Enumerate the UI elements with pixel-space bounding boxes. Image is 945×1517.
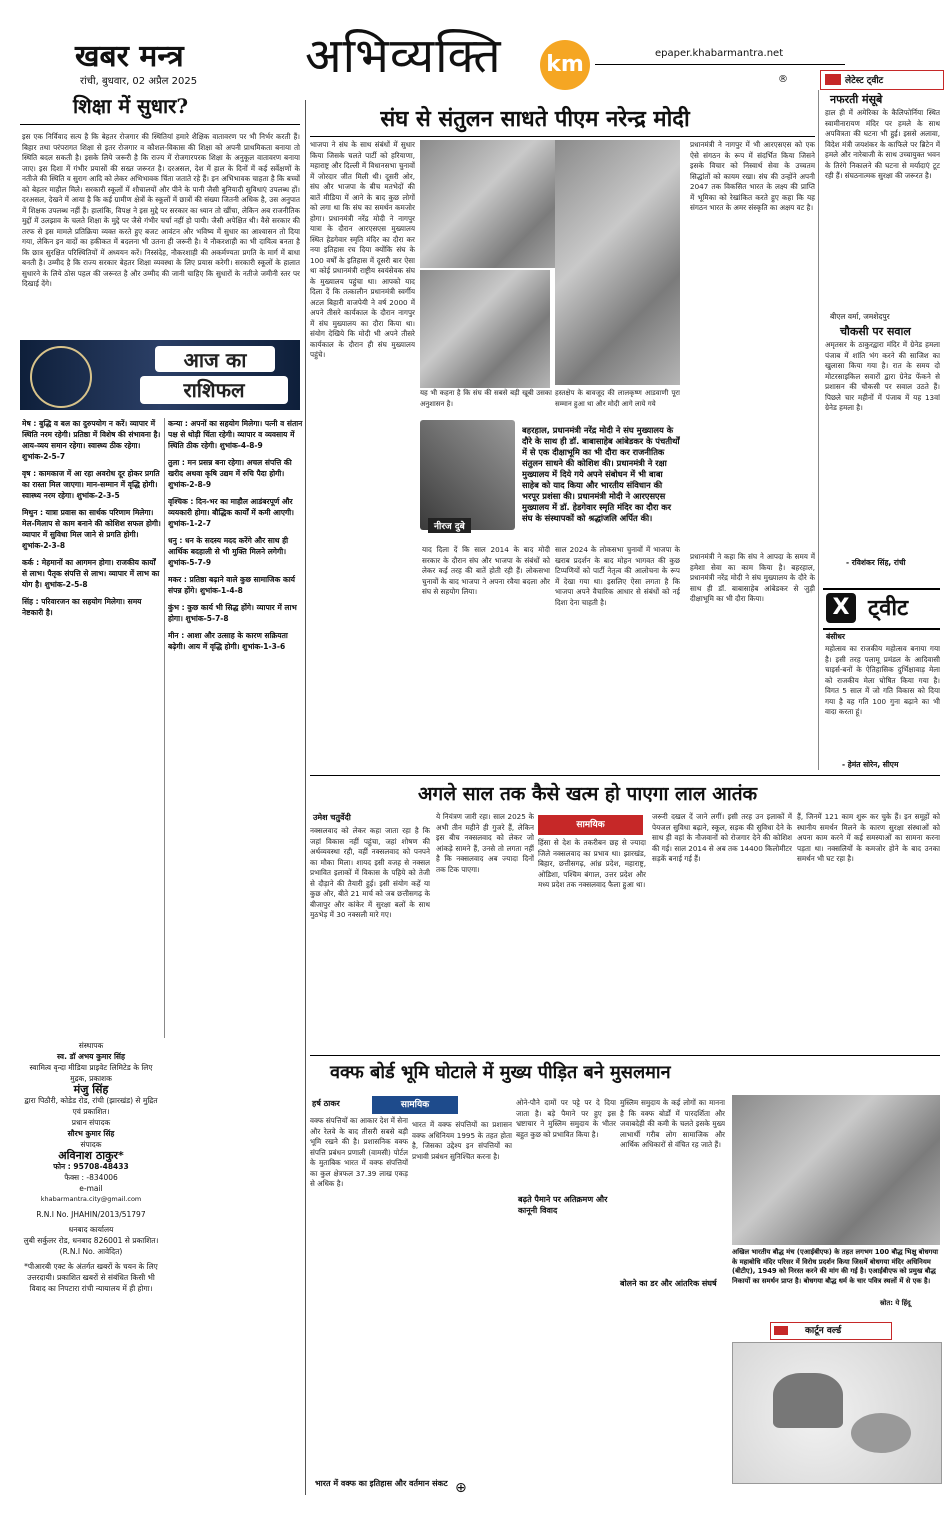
horoscope-sign: धनु : (168, 536, 185, 545)
waqf-tag: सामयिक (372, 1096, 458, 1114)
waqf-kicker: हर्ष ठाकर (312, 1099, 340, 1108)
horoscope-text: मेहमानों का आगमन होगा। राजकीय कार्यों से लाभ। पैतृक संपत्ति से लाभ। व्यापार में लाभ का योग है। (22, 558, 160, 589)
lead-photo-center (420, 270, 550, 388)
imprint-editor-label: प्रधान संपादक (71, 1118, 111, 1127)
cartoon-illustration (732, 1342, 942, 1484)
horoscope-entry (168, 535, 303, 568)
tweet-box-author: बंसीधर (826, 632, 845, 641)
imprint-email-label: e-mail (79, 1184, 103, 1193)
horoscope-lucky-number: शुभांक-2-8-9 (168, 480, 212, 489)
latest-tweet-label: लेटेस्ट ट्वीट (820, 70, 944, 90)
dateline: रांची, बुधवार, 02 अप्रैल 2025 (80, 76, 198, 87)
horoscope-entry (168, 496, 303, 529)
lead-col-3: प्रधानमंत्री ने नागपुर में भी आरएसएस को एक ऐसे संगठन के रूप में संदर्भित किया जिसने इसके विचार को निस्वार्थ सेवा के उच्चतम सिद्धांतों को कायम रखा। संघ की उन्होंने अपनी 2047 तक विकसित भारत के लक्ष्य की प्राप्ति में भूमिका को रेखांकित करते हुए कहा कि यह संगठन भारत के अमर संस्कृति का अक्षय वट है। (690, 140, 815, 212)
imprint-fax: फैक्स : -834006 (64, 1173, 118, 1182)
horoscope-sign: सिंह : (22, 597, 42, 606)
horoscope-entry (168, 602, 303, 624)
horoscope-lucky-number: शुभांक-1-2-7 (168, 519, 212, 528)
lead-pull-quote: बहरहाल, प्रधानमंत्री नरेंद्र मोदी ने संघ मुख्यालय के दौरे के साथ ही डॉ. बाबासाहेब आंबेडकर के पंचतीर्थों में से एक दीक्षाभूमि का भी दौरा कर राजनीतिक संतुलन साधने की कोशिश की। प्रधानमंत्री ने रक्षा मुख्यालय में दिये गये अपने संबोधन में भी बाबा साहेब को याद किया और भारतीय संविधान की भरपूर प्रशंसा की। प्रधानमंत्री मोदी ने आरएसएस मुख्यालय में डॉ. हेडगेवार स्मृति मंदिर का दौरा कर संघ के संस्थापकों को श्रद्धांजलि अर्पित की। (522, 425, 680, 523)
waqf-photo (732, 1095, 940, 1245)
tweet-signature: बीएल वर्मा, जमशेदपुर (830, 312, 890, 321)
imprint-publisher-label: मुद्रक, प्रकाशक (70, 1074, 112, 1083)
tweet-title: नफरती मंसूबे (830, 93, 883, 106)
tweet-box-header: X ट्वीट (823, 588, 940, 630)
horoscope-lucky-number: शुभांक-2-5-7 (22, 452, 66, 461)
naxal-col-4: जरूरी दखल दें जाने लगीं। इसी तरह उन इलाकों में पेयजल सुविधा बढ़ाने, स्कूल, सड़क की सुविधा देने के साथ ही वहां के नौजवानों को रोजगार देने की कोशिश की गई। साल 2014 से अब तक 14400 किलोमीटर सड़कें बनाई गई हैं। (652, 812, 792, 863)
tweet-body: हाल ही में अमेरिका के कैलिफोर्निया स्थित स्वामीनारायण मंदिर पर हमले के साथ अपवित्रता की घटना भी हुई। इससे अलावा, विदेश मंत्री जयशंकर के काफिले पर ब्रिटेन में हमले और नारेबाजी के साथ उच्चायुक्त भवन के तिरंगे निकालने की घटना से मर्यादाएं टूट रही हैं। संघठनात्मक सुरक्षा की जरूरत है। (825, 108, 940, 180)
mail-icon (774, 1326, 788, 1335)
horoscope-lucky-number: शुभांक-5-7-9 (168, 558, 212, 567)
horoscope-sign: तुला : (168, 458, 188, 467)
horoscope-sign: कर्क : (22, 558, 42, 567)
imprint (22, 1040, 160, 1490)
horoscope-entry (22, 468, 162, 501)
imprint-editor2: अविनाश ठाकुर* (58, 1149, 124, 1162)
fountain-pen-icon (420, 420, 515, 530)
lead-photo-right (555, 140, 680, 385)
zodiac-wheel-icon (30, 346, 92, 408)
horoscope-lucky-number: शुभांक-2-5-8 (44, 580, 88, 589)
horoscope-entry (22, 596, 162, 618)
lead-col-4: याद दिला दें कि साल 2014 के बाद मोदी सरकार के दौरान संघ और भाजपा के संबंधों को लेकर कई तरह की बातें होती रही हैं। लोकसभा चुनावों के बाद भाजपा ने अपना रवैया बदला और संघ से सहयोग लिया। (422, 545, 550, 596)
naxal-headline: अगले साल तक कैसे खत्म हो पाएगा लाल आतंक (418, 783, 758, 805)
lead-col-1: भाजपा ने संघ के साथ संबंधों में सुधार किया जिसके चलते पार्टी को हरियाणा, महाराष्ट्र और दिल्ली में विधानसभा चुनावों में जोरदार जीत मिली थी। दूसरी ओर, संघ और भाजपा के बीच मतभेदों की बातें मीडिया में आने के बाद कुछ लोगों को लगा था कि संघ का समर्थन कमजोर होगा। प्रधानमंत्री नरेंद्र मोदी ने नागपुर यात्रा के दौरान आरएसएस मुख्यालय स्थित हेडगेवार स्मृति मंदिर का दौरा कर नया इतिहास रच दिया क्योंकि संघ के 100 वर्षों के इतिहास में दूसरी बार ऐसा था कोई प्रधानमंत्री राष्ट्रीय स्वयंसेवक संघ के मुख्यालय पहुंचा था। आपको याद दिला दें कि तत्कालीन प्रधानमंत्री स्वर्गीय अटल बिहारी वाजपेयी ने वर्ष 2000 में अपने तीसरे कार्यकाल के दौरान नागपुर में संघ मुख्यालय का दौरा किया था। संयोग देखिये कि मोदी भी अपने तीसरे कार्यकाल के दौरान ही संघ मुख्यालय पहुंचे। (310, 140, 415, 359)
horoscope-entry (168, 574, 303, 596)
tweet-sub-title: चौकसी पर सवाल (840, 325, 911, 338)
naxal-author: उमेश चतुर्वेदी (313, 813, 351, 822)
horoscope-text: परिवारजन का सहयोग मिलेगा। समय नेष्टकारी है। (22, 597, 142, 617)
imprint-founder: स्व. डॉ अभय कुमार सिंह (57, 1052, 125, 1061)
horoscope-banner (20, 340, 300, 410)
horoscope-entry (22, 557, 162, 590)
horoscope-lucky-number: शुभांक-2-3-8 (22, 541, 66, 550)
imprint-editor: सौरभ कुमार सिंह (67, 1129, 115, 1138)
mail-icon (825, 74, 841, 85)
horoscope-text: अपनों का सहयोग मिलेगा। पत्नी व संतान पक्ष से थोड़ी चिंता रहेगी। व्यापार व व्यवसाय में स्थिति ठीक रहेगी। (168, 419, 303, 450)
epaper-url[interactable]: epaper.khabarmantra.net (655, 48, 784, 59)
waqf-headline: वक्फ बोर्ड भूमि घोटाले में मुख्य पीड़ित बने मुसलमान (330, 1062, 671, 1083)
imprint-dhanbad: धनबाद कार्यालय (68, 1225, 114, 1234)
lead-col-6: प्रधानमंत्री ने कहा कि संघ ने आपदा के समय में हमेशा सेवा का काम किया है। बहरहाल, प्रधानमंत्री नरेंद्र मोदी ने संघ मुख्यालय के दौरे के साथ ही डॉ. बाबासाहेब आंबेडकर से जुड़ी दीक्षाभूमि का भी दौरा किया। (690, 552, 815, 603)
waqf-photo-credit: स्रोत: ये हिंदू (880, 1299, 911, 1307)
horoscope-text: बुद्धि व बल का दुरुपयोग न करें। व्यापार में स्थिति नरम रहेगी। प्रतिष्ठा में विशेष की संभावना है। आय-व्यय समान रहेगा। स्वास्थ्य ठीक रहेगा। (22, 419, 161, 450)
horoscope-entry (168, 457, 303, 490)
horoscope-entry (22, 507, 162, 551)
waqf-col-2: भारत में वक्फ संपत्तियों का प्रशासन वक्फ अधिनियम 1995 के तहत होता है, जिसका उद्देश्य इन संपत्तियों का प्रभावी प्रबंधन सुनिश्चित करना है। (412, 1120, 512, 1161)
imprint-rni2: (R.N.I No. आवेदित) (59, 1247, 123, 1256)
waqf-col-3: ओने-पौने दामों पर पट्टे पर दे दिया जाता है। बड़े पैमाने पर हुए इस भ्रष्टाचार ने मुस्लिम समुदाय के भीतर बहुत कुछ को प्रभावित किया है। (516, 1098, 616, 1139)
imprint-intro: संस्थापक (78, 1041, 104, 1050)
horoscope-lucky-number: शुभांक-1-3-6 (242, 642, 286, 651)
horoscope-sign: मिथुन : (22, 508, 46, 517)
imprint-address: द्वारा पिठौरी, कोडेड रोड, रांची (झारखंड) से मुद्रित एवं प्रकाशित। (24, 1096, 158, 1116)
horoscope-text: यात्रा प्रवास का सार्थक परिणाम मिलेगा। मेल-मिलाप से काम बनाने की कोशिश सफल होगी। व्यापार में सुविधा मिल जाने से प्रगति होगी। (22, 508, 161, 539)
waqf-sub-2: बढ़ते पैमाने पर अतिक्रमण और कानूनी विवाद (518, 1194, 618, 1216)
x-logo-icon: X (826, 593, 856, 623)
horoscope-entry (168, 630, 303, 652)
horoscope-text: धन के सदस्य मदद करेंगे और साथ ही आर्थिक बदहाली से भी मुक्ति मिलने लगेगी। (168, 536, 289, 556)
naxal-col-1: नक्सलवाद को लेकर कहा जाता रहा है कि जहां विकास नहीं पहुंचा, जहां शोषण की अर्थव्यवस्था रही, वहीं नक्सलवाद को पनपने का मौका मिला। शायद इसी वजह से नक्सल प्रभावित इलाकों में विकास के पहिये को तेजी से दौड़ाने की तैयारी हुई। इसी संयोग कहें या कुछ और, बीते 21 मार्च को जब छत्तीसगढ़ के बीजापुर और कांकेर में सुरक्षा बलों के साथ मुठभेड़ में 30 नक्सली मारे गए। (310, 826, 430, 919)
horoscope-text: मन प्रसन्न बना रहेगा। अचल संपत्ति की खरीद अथवा कृषि उद्यम में रुचि पैदा होगी। (168, 458, 292, 478)
imprint-editor2-label: संपादक (80, 1140, 102, 1149)
horoscope-sign: कुंभ : (168, 603, 188, 612)
horoscope-sign: मकर : (168, 575, 190, 584)
horoscope-text: दिन-भर का माहौल आडंबरपूर्ण और व्ययकारी होगा। बौद्धिक कार्यों में कमी आएगी। (168, 497, 294, 517)
tweet-box-signature: - हेमंत सोरेन, सीएम (842, 760, 899, 769)
imprint-rni: R.N.I No. JHAHIN/2013/51797 (36, 1210, 146, 1219)
imprint-publisher: मंजु सिंह (73, 1083, 109, 1096)
horoscope-text: प्रतिष्ठा बढ़ाने वाले कुछ सामाजिक कार्य संपन्न होंगे। (168, 575, 296, 595)
cartoon-label: कार्टून वर्ल्ड (770, 1322, 892, 1340)
horoscope-sign: वृष : (22, 469, 39, 478)
page-bottom-ornament: ⊕ (455, 1480, 467, 1496)
horoscope-text: कुछ कार्य भी सिद्ध होंगे। व्यापार में लाभ होगा। (168, 603, 297, 623)
editorial-body: इस एक निर्विवाद सत्य है कि बेहतर रोजगार की स्थितियां हमारे शैक्षिक वातावरण पर भी निर्भर करती हैं। बिहार तथा परंपरागत शिक्षा से इतर रोजगार व कौशल-विकास की शिक्षा को अपनी प्राथमिकता बनाया तो स्थिति बदल सकती है। इसके लिये जरूरी है कि राज्य में रोजगारपरक शिक्षा के अनुकूल वातावरण बनाया जाए। इस दिशा में गंभीर प्रयासों की सख्त जरूरत है। दरअसल, देश में हाल के दिनों में कई सर्वेक्षणों के नतीजे की स्थिति व सुराग आदि को लेकर अभिभावक चिंता जताते रहे हैं। इन अभिभावक चाहता है कि बच्चों को बेहतर माहौल मिले। सरकारी स्कूलों में शौचालयों और पीने के पानी जैसी बुनियादी सुविधाएं उपलब्ध हों। दरअसल, देखने में आया है कि कई ग्रामीण क्षेत्रों के स्कूलों में छात्रों की संख्या जितनी अधिक है, उस अनुपात में शिक्षक उपलब्ध नहीं हैं। हालांकि, विपक्ष ने इस मुद्दे पर सरकार का ध्यान तो खींचा, लेकिन अब राजनीतिक मुद्दों में उलझाव के चलते शिक्षा के मुद्दे पर जैसे गंभीर चर्चा नहीं हो पायी। जैसी अपेक्षित थी। वैसे सरकार की तरफ से इस मामले प्रतिक्रिया व्यक्त करते हुए बजट आवंटन और भविष्य में सुधार का आश्वासन तो दिया गया, लेकिन इन वादों का हकीकत में बदलना भी उतना ही जरूरी है। ये नौकरशाही का भी दायित्व बनता है कि छात्र सुरक्षित परिस्थितियों में अध्ययन करें। निस्संदेह, नौकरशाही की अकर्मण्यता प्रगति के मार्ग में बाधा बनती है। उम्मीद है कि राज्य सरकार बेहतर शिक्षा व्यवस्था के लिए प्रयास करेगी। सरकारी स्कूलों के हालात सुधारने के लिये ठोस पहल की जरूरत है और उम्मीद की जानी चाहिए कि सुधारों के नतीजे जमीनी स्तर पर दिखाई देंगे। (22, 132, 300, 288)
horoscope-title-2: राशिफल (140, 376, 288, 404)
lead-author: नीरज दुबे (428, 518, 471, 533)
horoscope-title-1: आज का (155, 346, 275, 372)
imprint-owner: स्वामित्व वृन्दा मीडिया प्राइवेट लिमिटेड के लिए (29, 1063, 153, 1072)
horoscope-col-2 (168, 418, 303, 1038)
horoscope-entry (168, 418, 303, 451)
lead-headline: संघ से संतुलन साधते पीएम नरेन्द्र मोदी (380, 106, 690, 132)
imprint-email[interactable]: khabarmantra.city@gmail.com (40, 1195, 142, 1203)
horoscope-lucky-number: शुभांक-5-7-8 (185, 614, 229, 623)
lead-photo-caption-right: हस्तक्षेप के बावजूद की लालकृष्ण आडवाणी पूरा सम्मान हुआ था और मोदी आगे लाये गये (555, 389, 680, 408)
horoscope-text: आशा और उत्साह के कारण सक्रियता बढ़ेगी। आय में वृद्धि होगी। (168, 631, 288, 651)
waqf-col-1: वक्फ संपत्तियों का आकार देश में सेना और रेलवे के बाद तीसरी सबसे बड़ी भूमि रखने की है। प्रशासनिक वक्फ संपत्ति प्रबंधन प्रणाली (वामसी) पोर्टल के मुताबिक भारत में वक्फ संपत्तियों का कुल क्षेत्रफल 37.39 लाख एकड़ से अधिक है। (310, 1116, 408, 1188)
horoscope-col-1 (22, 418, 162, 718)
lead-photo-caption-left: यह भी कहना है कि संघ की सबसे बड़ी खूबी उसका अनुशासन है। (420, 389, 552, 408)
naxal-col-5: हैं, जिनमें 121 काम शुरू कर चुके हैं। इन समूहों को स्थानीय समर्थन मिलने के कारण सुरक्षा संस्थाओं को अपना काम करने में कई समस्याओं का सामना करना पड़ता था। नक्सलियों के कमजोर होने के बाद उनका समर्थन भी घट रहा है। (797, 812, 940, 863)
horoscope-sign: कन्या : (168, 419, 191, 428)
imprint-disclaimer: *पीआरबी एक्ट के अंतर्गत खबरों के चयन के लिए उत्तरदायी। प्रकाशित खबरों से संबंधित किसी भी विवाद का निपटारा रांची न्यायालय में ही होगा। (24, 1262, 158, 1293)
paper-logo: खबर मन्त्र (75, 39, 184, 74)
horoscope-text: कामकाज में आ रहा अवरोध दूर होकर प्रगति का रास्ता मिल जाएगा। मान-सम्मान में वृद्धि होगी। स्वास्थ्य नरम रहेगा। (22, 469, 160, 500)
waqf-col-4: मुस्लिम समुदाय के कई लोगों का मानना है कि वक्फ बोर्डों में पारदर्शिता और जवाबदेही की कमी के चलते इसके मुख्य लाभार्थी गरीब लोग सामाजिक और आर्थिक अधिकारों से वंचित रह जाते हैं। (620, 1098, 725, 1149)
waqf-photo-caption: अखिल भारतीय बौद्ध मंच (एआईबीएफ) के तहत लगभग 100 बौद्ध भिक्षु बोधगया के महाबोधि मंदिर परिसर में विरोध प्रदर्शन किया जिसमें बोधगया मंदिर अधिनियम (बीटीए), 1949 को निरस्त करने की मांग की गई है। एआईबीएफ को प्रमुख बौद्ध निकायों का समर्थन प्राप्त है। बोधगया बौद्ध धर्म के चार पवित्र स्थलों में से एक है। (732, 1248, 939, 1285)
imprint-dhanbad-address: लुबी सर्कुलर रोड, धनबाद 826001 से प्रकाशित। (23, 1236, 159, 1245)
tweet-sub-signature: - रविशंकर सिंह, रांची (846, 558, 906, 567)
horoscope-sign: मेष : (22, 419, 40, 428)
horoscope-lucky-number: शुभांक-1-4-8 (199, 586, 243, 595)
naxal-col-2: ये नियंत्रण जारी रहा। साल 2025 के अभी तीन महीने ही गुजरे हैं, लेकिन इस बीच नक्सलवाद को लेकर जो आंकड़े सामने हैं, उनसे तो लगता नहीं है कि नक्सलवाद अब ज्यादा दिनों तक टिक पाएगा। (436, 812, 534, 874)
editorial-title: शिक्षा में सुधार? (73, 94, 189, 118)
km-logo: km (540, 40, 590, 90)
tweet-sub-body: अमृतसर के ठाकुरद्वारा मंदिर में ग्रेनेड हमला पंजाब में शांति भंग करने की साजिश का खुलासा किया गया है। रात के समय दो मोटरसाइकिल सवारों द्वारा ग्रेनेड फेंकने से प्रशासन की चौकसी पर सवाल उठते हैं। पिछले चार महीनों में पंजाब में यह 13वां ग्रेनेड हमला है। (825, 340, 940, 412)
section-title: अभिव्यक्ति (305, 28, 502, 84)
registration-mark-icon: ® (778, 74, 788, 85)
lead-col-5: साल 2024 के लोकसभा चुनावों में भाजपा के खराब प्रदर्शन के बाद मोहन भागवत की कुछ टिप्पणियों को पार्टी नेतृत्व की आलोचना के रूप में देखा गया था। इसलिए ऐसा लगता है कि भाजपा अपने वैचारिक आधार से संबंधों को नई दिशा देना चाहती है। (555, 545, 680, 607)
imprint-phone: फोन : 95708-48433 (53, 1162, 129, 1171)
horoscope-sign: वृश्चिक : (168, 497, 197, 506)
horoscope-sign: मीन : (168, 631, 187, 640)
tweet-box-body: महोत्सव का राजकीय महोत्सव बनाया गया है। इसी तरह पलामू प्रमंडल के आदिवासी चाइर्स-बनों के ऐतिहासिक दुर्भिक्षावाड़ मेला को राजकीय मेला घोषित किया गया है। विगत 5 साल में जो गति विकास को दिया गया है वह गति 100 गुना बढ़ाने का भी वादा करता हूं। (825, 644, 940, 716)
waqf-sub-1: भारत में वक्फ का इतिहास और वर्तमान संकट (315, 1478, 448, 1488)
horoscope-lucky-number: शुभांक-4-8-9 (219, 441, 263, 450)
naxal-tag: सामयिक (538, 815, 643, 835)
naxal-col-3: हिंसा से देश के तकरीबन छह से ज्यादा जिले नक्सलवाद का प्रभाव था। झारखंड, बिहार, छत्तीसगढ़, आंध्र प्रदेश, महाराष्ट्र, ओडिशा, पश्चिम बंगाल, उत्तर प्रदेश और मध्य प्रदेश तक नक्सलवाद फैला हुआ था। (538, 838, 646, 889)
waqf-sub-3: बोलने का डर और आंतरिक संघर्ष (620, 1278, 725, 1289)
horoscope-entry (22, 418, 162, 462)
horoscope-lucky-number: शुभांक-2-3-5 (76, 491, 120, 500)
